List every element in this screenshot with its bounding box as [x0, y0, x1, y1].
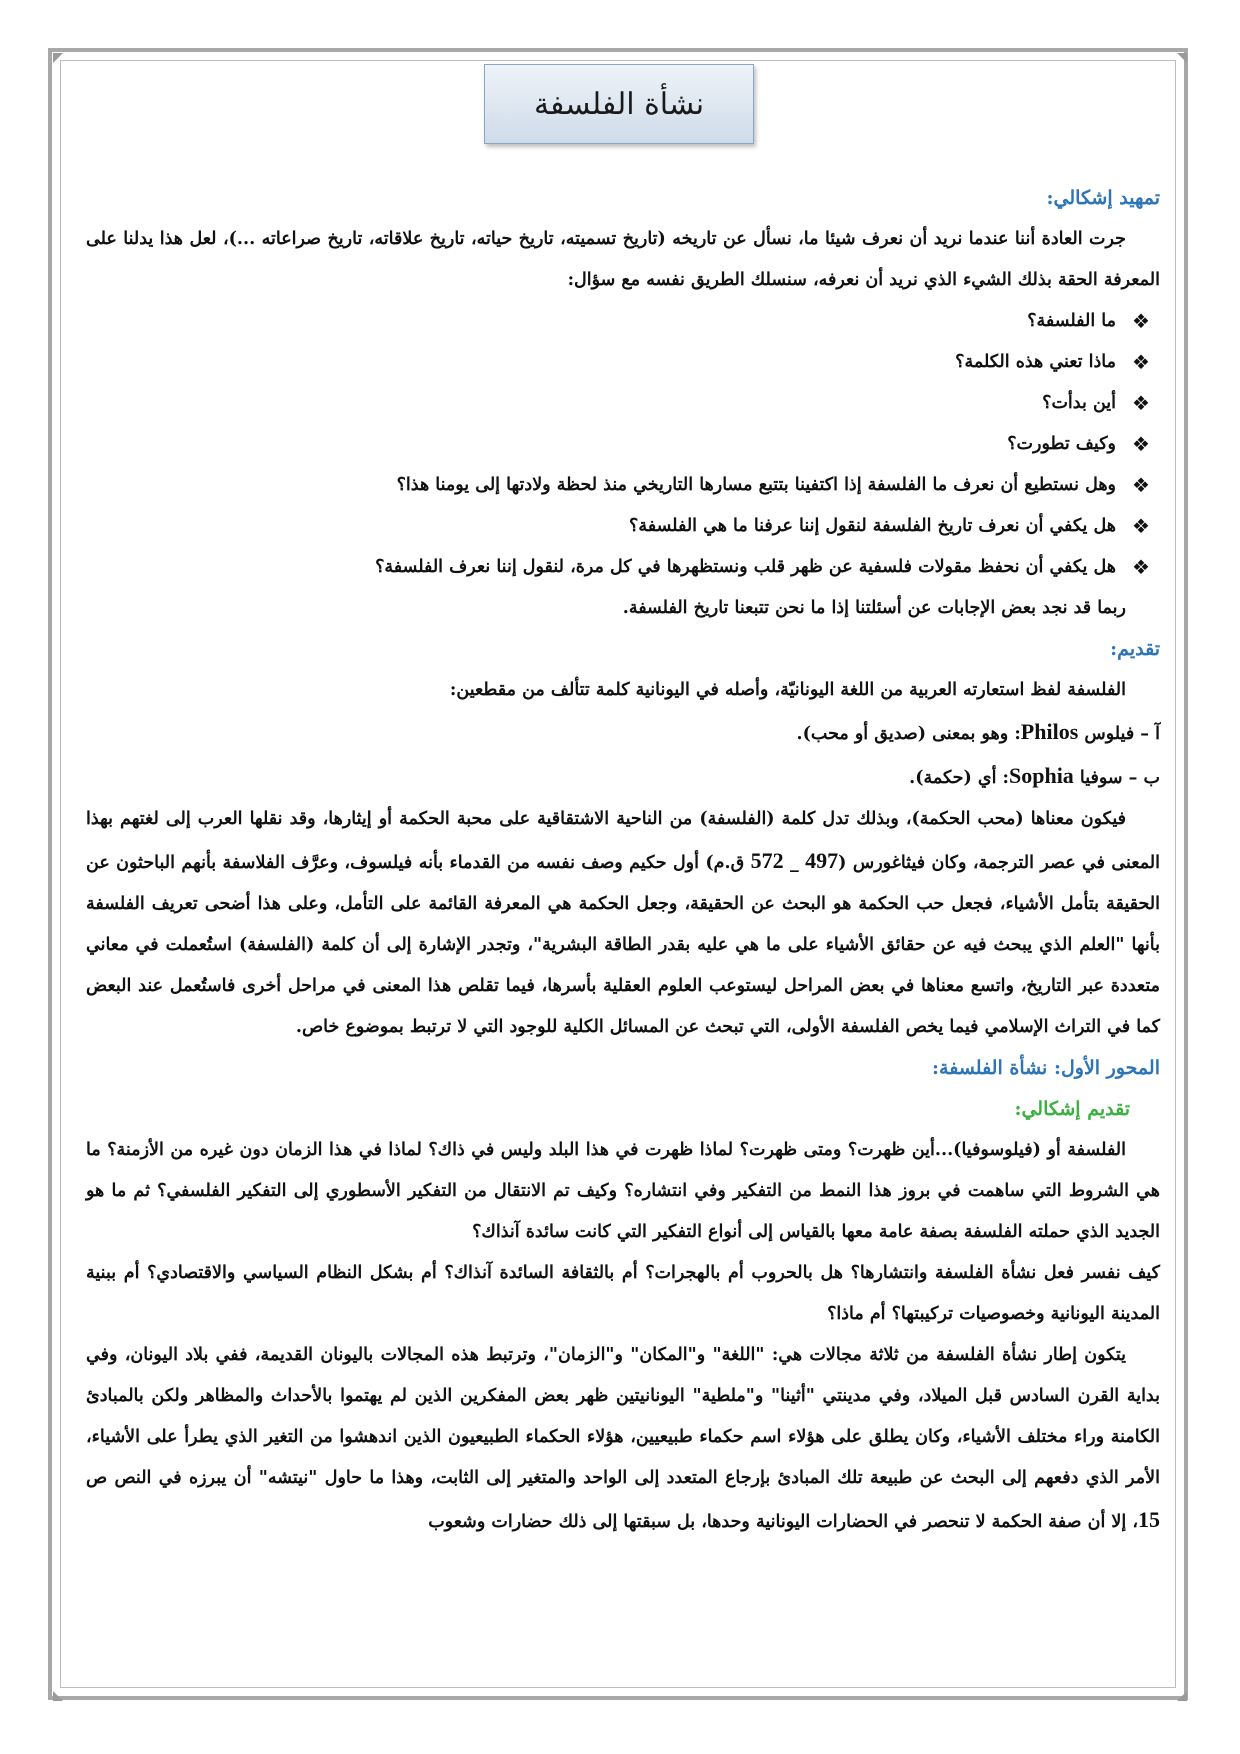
diamond-bullet-icon: ❖	[1132, 514, 1150, 538]
list-item: ❖ وهل نستطيع أن نعرف ما الفلسفة إذا اكتفينا بتتبع مسارها التاريخي منذ لحظة ولادتها إلى يومنا هذا؟	[86, 465, 1160, 506]
corner-ornament-bottom-left	[53, 1691, 63, 1701]
section-heading-presentation: تقديم:	[1110, 638, 1160, 660]
list-item: ❖ ماذا تعني هذه الكلمة؟	[86, 342, 1160, 383]
diamond-bullet-icon: ❖	[1132, 391, 1150, 415]
list-item: ❖ ما الفلسفة؟	[86, 301, 1160, 342]
page-reference: 15	[1138, 1507, 1160, 1532]
problem-paragraph-2: كيف نفسر فعل نشأة الفلسفة وانتشارها؟ هل بالحروب أم بالهجرات؟ أم بالثقافة السائدة آنذاك؟ أم بشكل النظام السياسي والاقتصادي؟ أم ببنية المدينة اليونانية وخصوصيات تركيبتها؟ أم ماذا؟	[86, 1263, 1160, 1324]
list-item: ❖ وكيف تطورت؟	[86, 424, 1160, 465]
latin-term-sophia: Sophia	[1008, 763, 1074, 788]
corner-ornament-bottom-right	[1177, 1691, 1187, 1701]
list-item: ❖ هل يكفي أن نعرف تاريخ الفلسفة لنقول إننا عرفنا ما هي الفلسفة؟	[86, 506, 1160, 547]
problem-paragraph-1: الفلسفة أو (فيلوسوفيا)...أين ظهرت؟ ومتى ظهرت؟ لماذا ظهرت في هذا البلد وليس في ذاك؟ لماذا في هذا الزمان دون غيره من الأزمنة؟ ما هي الشروط التي ساهمت في بروز هذا النمط من التفكير وفي انتشاره؟ وكيف تم الانتقال من التفكير الأسطوري إلى التفكير الفلسفي؟ ثم ما هو الجديد الذي حملته الفلسفة بصفة عامة معها بالقياس إلى أنواع التفكير التي كانت سائدة آنذاك؟	[86, 1140, 1160, 1242]
corner-ornament-top-left	[53, 53, 63, 63]
intro-paragraph: جرت العادة أننا عندما نريد أن نعرف شيئا ما، نسأل عن تاريخه (تاريخ تسميته، تاريخ حياته، تاريخ علاقاته، تاريخ صراعاته ...)، لعل هذا يدلنا على المعرفة الحقة بذلك الشيء الذي نريد أن نعرفه، سنسلك الطريق نفسه مع سؤال:	[86, 229, 1160, 290]
origin-paragraph: يتكون إطار نشأة الفلسفة من ثلاثة مجالات هي: "اللغة" و"المكان" و"الزمان"، وترتبط هذه المجالات باليونان القديمة، ففي بلاد اليونان، وفي بداية القرن السادس قبل الميلاد، وفي مدينتي "أثينا" و"ملطية" اليونانيتين ظهر بعض المفكرين الذين لم يهتموا بالأحداث والمظاهر ولكن بالمبادئ الكامنة وراء مختلف الأشياء، وكان يطلق على هؤلاء اسم حكماء طبيعيين، هؤلاء الحكماء الطبيعيون الذين اندهشوا من التغير الذي يطرأ على الأشياء، الأمر الذي دفعهم إلى البحث عن طبيعة تلك المبادئ بإرجاع المتعدد إلى الواحد والمتغير إلى الثابت، وهذا ما حاول "نيتشه" أن يبرزه في النص ص 15، إلا أن صفة الحكمة لا تنحصر في الحضارات اليونانية وحدها، بل سبقتها إلى ذلك حضارات وشعوب	[86, 1345, 1160, 1532]
latin-term-philos: Philos	[1020, 719, 1079, 744]
etymology-paragraph: الفلسفة لفظ استعارته العربية من اللغة اليونانيّة، وأصله في اليونانية كلمة تتألف من مقطعين:	[449, 680, 1126, 700]
diamond-bullet-icon: ❖	[1132, 432, 1150, 456]
question-list	[86, 301, 1160, 588]
etymology-part-b: ب – سوفيا Sophia: أي (حكمة).	[909, 763, 1160, 788]
document-body	[86, 178, 1160, 1543]
subsection-heading-problem: تقديم إشكالي:	[1014, 1098, 1130, 1120]
diamond-bullet-icon: ❖	[1132, 473, 1150, 497]
page-title: نشأة الفلسفة	[484, 64, 754, 144]
list-item: ❖ هل يكفي أن نحفظ مقولات فلسفية عن ظهر قلب ونستظهرها في كل مرة، لنقول إننا نعرف الفلسفة؟	[86, 547, 1160, 588]
list-item: ❖ أين بدأت؟	[86, 383, 1160, 424]
section-heading-introduction: تمهيد إشكالي:	[1046, 187, 1160, 209]
corner-ornament-top-right	[1177, 53, 1187, 63]
definition-paragraph: فيكون معناها (محب الحكمة)، وبذلك تدل كلمة (الفلسفة) من الناحية الاشتقاقية على محبة الحكمة أو إيثارها، وقد نقلها العرب إلى لغتهم بهذا المعنى في عصر الترجمة، وكان فيثاغورس (572 _ 497 ق.م) أول حكيم وصف نفسه من القدماء بأنه فيلسوف، وعرَّف الفلاسفة بأنهم الباحثون عن الحقيقة بتأمل الأشياء، فجعل حب الحكمة هو البحث عن الحقيقة، وجعل الحكمة هي المعرفة القائمة على التأمل، وعلى هذا أضحى تعريف الفلسفة بأنها "العلم الذي يبحث فيه عن حقائق الأشياء على ما هي عليه بقدر الطاقة البشرية"، وتجدر الإشارة إلى أن كلمة (الفلسفة) استُعملت في معاني متعددة عبر التاريخ، واتسع معناها في بعض المراحل ليستوعب العلوم العقلية بأسرها، فيما تقلص هذا المعنى في مراحل أخرى فاستُعمل عند البعض كما في التراث الإسلامي فيما يخص الفلسفة الأولى، التي تبحث عن المسائل الكلية للوجود التي لا ترتبط بموضوع خاص.	[86, 809, 1161, 1037]
diamond-bullet-icon: ❖	[1132, 309, 1150, 333]
diamond-bullet-icon: ❖	[1132, 555, 1150, 579]
closing-sentence: ربما قد نجد بعض الإجابات عن أسئلتنا إذا ما نحن تتبعنا تاريخ الفلسفة.	[622, 598, 1126, 618]
pythagoras-dates: 572 _ 497	[750, 848, 839, 873]
etymology-part-a: آ – فيلوس Philos: وهو بمعنى (صديق أو محب).	[796, 719, 1160, 744]
diamond-bullet-icon: ❖	[1132, 350, 1150, 374]
section-heading-axis-one: المحور الأول: نشأة الفلسفة:	[932, 1057, 1160, 1079]
